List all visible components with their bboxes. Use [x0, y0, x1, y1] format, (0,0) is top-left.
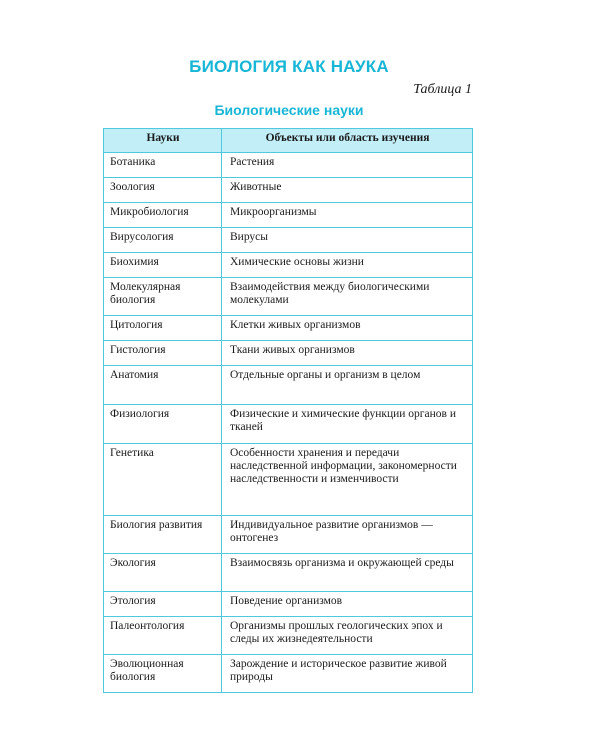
object-cell: Организмы прошлых геологических эпох и следы их жизнедеятельности [222, 617, 473, 655]
science-cell: Цитология [104, 316, 222, 341]
table-row [104, 444, 473, 516]
science-cell: Экология [104, 554, 222, 592]
object-cell: Микроорганизмы [222, 203, 473, 228]
table-row [104, 617, 473, 655]
table-row [104, 554, 473, 592]
science-cell: Молекулярная биология [104, 278, 222, 316]
science-cell: Физиология [104, 405, 222, 444]
header-objects: Объекты или область изучения [222, 129, 473, 153]
table-row [104, 278, 473, 316]
table-row [104, 228, 473, 253]
science-cell: Гистология [104, 341, 222, 366]
object-cell: Ткани живых организмов [222, 341, 473, 366]
science-cell: Этология [104, 592, 222, 617]
table-row [104, 203, 473, 228]
science-cell: Эволюционная биология [104, 655, 222, 693]
object-cell: Взаимодействия между биологическими молекулами [222, 278, 473, 316]
table-row [104, 253, 473, 278]
header-sciences: Науки [104, 129, 222, 153]
table-row [104, 366, 473, 405]
table-row [104, 592, 473, 617]
object-cell: Взаимосвязь организма и окружающей среды [222, 554, 473, 592]
object-cell: Животные [222, 178, 473, 203]
science-cell: Микробиология [104, 203, 222, 228]
object-cell: Химические основы жизни [222, 253, 473, 278]
page-title: БИОЛОГИЯ КАК НАУКА [189, 57, 389, 76]
table-caption: Биологические науки [214, 102, 364, 118]
table-row [104, 516, 473, 554]
science-cell: Анатомия [104, 366, 222, 405]
object-cell: Особенности хранения и передачи наследственной информации, закономерности наследственности и изменчивости [222, 444, 473, 516]
science-cell: Биология развития [104, 516, 222, 554]
object-cell: Растения [222, 153, 473, 178]
science-cell: Палеонтология [104, 617, 222, 655]
science-cell: Вирусология [104, 228, 222, 253]
object-cell: Физические и химические функции органов и тканей [222, 405, 473, 444]
science-cell: Зоология [104, 178, 222, 203]
object-cell: Индивидуальное развитие организмов — онтогенез [222, 516, 473, 554]
table-row [104, 316, 473, 341]
table-row [104, 655, 473, 693]
table-row [104, 153, 473, 178]
science-cell: Биохимия [104, 253, 222, 278]
science-cell: Генетика [104, 444, 222, 516]
object-cell: Вирусы [222, 228, 473, 253]
object-cell: Отдельные органы и организм в целом [222, 366, 473, 405]
object-cell: Зарождение и историческое развитие живой природы [222, 655, 473, 693]
sciences-table [103, 128, 473, 693]
table-row [104, 341, 473, 366]
object-cell: Поведение организмов [222, 592, 473, 617]
table-row [104, 178, 473, 203]
science-cell: Ботаника [104, 153, 222, 178]
table-header-row [104, 129, 473, 153]
table-number: Таблица 1 [413, 82, 472, 97]
table-row [104, 405, 473, 444]
object-cell: Клетки живых организмов [222, 316, 473, 341]
